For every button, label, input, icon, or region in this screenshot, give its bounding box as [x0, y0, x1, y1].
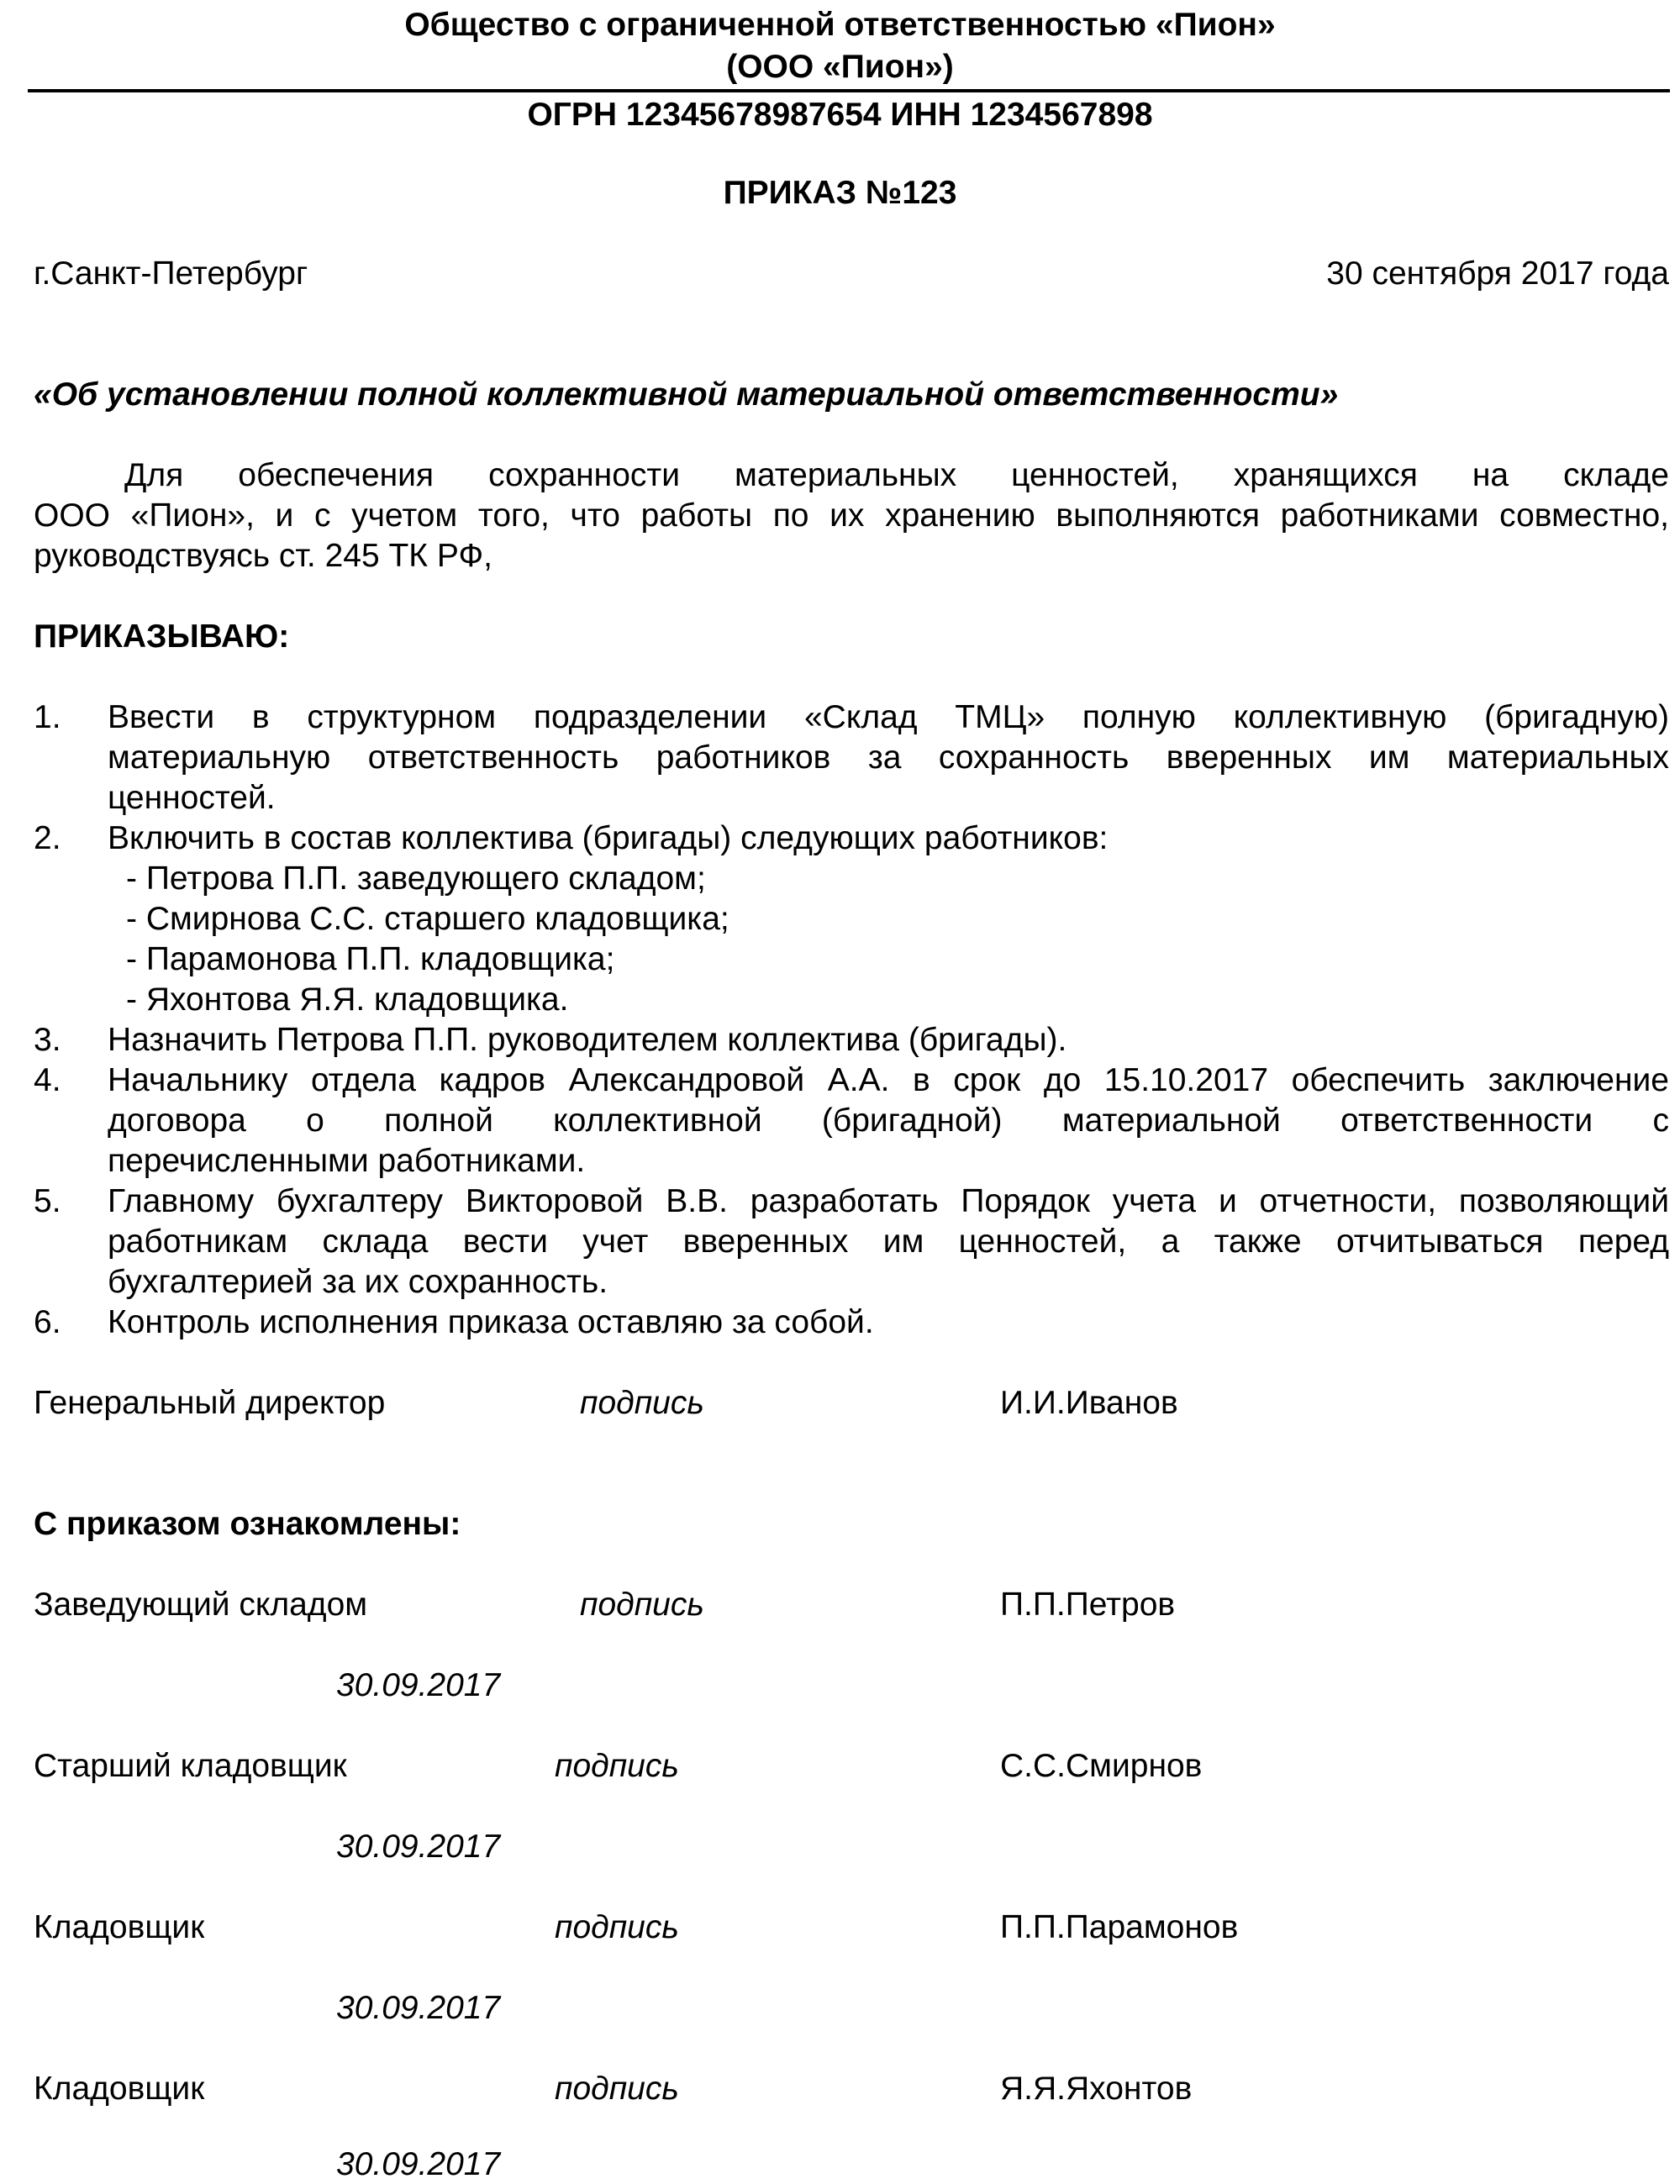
acquainted-signature: подпись — [580, 1587, 704, 1623]
item-text-line: Включить в состав коллектива (бригады) следующих работников: — [108, 820, 1109, 856]
header-divider — [28, 89, 1670, 92]
acquainted-name: П.П.Парамонов — [1000, 1909, 1239, 1945]
preamble-line: ООО «Пион», и с учетом того, что работы по их хранению выполняются работниками совместно, — [34, 497, 1669, 534]
order-date: 30 сентября 2017 года — [1326, 255, 1669, 292]
item-text-line: Главному бухгалтеру Викторовой В.В. разработать Порядок учета и отчетности, позволяющий — [108, 1183, 1669, 1219]
acquainted-position: Кладовщик — [34, 2071, 205, 2107]
acquainted-signature: подпись — [555, 1748, 679, 1784]
item-text-line: Начальнику отдела кадров Александровой А.А. в срок до 15.10.2017 обеспечить заключение — [108, 1062, 1669, 1098]
acquainted-name: Я.Я.Яхонтов — [1000, 2071, 1193, 2107]
item-text-line: Назначить Петрова П.П. руководителем коллектива (бригады). — [108, 1022, 1067, 1058]
order-city: г.Санкт-Петербург — [34, 255, 308, 292]
acquainted-signature: подпись — [555, 1909, 679, 1945]
order-word: ПРИКАЗЫВАЮ: — [34, 618, 290, 655]
acquainted-position: Старший кладовщик — [34, 1748, 347, 1784]
order-subject: «Об установлении полной коллективной материальной ответственности» — [34, 376, 1339, 413]
preamble-line: Для обеспечения сохранности материальных ценностей, хранящихся на складе — [124, 457, 1669, 493]
item-number: 6. — [34, 1304, 61, 1340]
org-registry-numbers: ОГРН 12345678987654 ИНН 1234567898 — [527, 97, 1153, 133]
acquainted-position: Заведующий складом — [34, 1587, 368, 1623]
preamble-line: руководствуясь ст. 245 ТК РФ, — [34, 538, 492, 574]
item-number: 2. — [34, 820, 61, 856]
org-short-name: (ООО «Пион») — [726, 49, 954, 85]
item-text-line: ценностей. — [108, 780, 276, 816]
item-text-line: перечисленными работниками. — [108, 1143, 586, 1179]
item-text-line: Контроль исполнения приказа оставляю за собой. — [108, 1304, 874, 1340]
acquainted-date: 30.09.2017 — [336, 1829, 501, 1865]
acquainted-title: С приказом ознакомлены: — [34, 1506, 461, 1542]
director-name: И.И.Иванов — [1000, 1385, 1178, 1421]
acquainted-name: П.П.Петров — [1000, 1587, 1176, 1623]
item-number: 3. — [34, 1022, 61, 1058]
item-number: 4. — [34, 1062, 61, 1098]
acquainted-date: 30.09.2017 — [336, 1667, 501, 1703]
employee-list-item: - Смирнова С.С. старшего кладовщика; — [126, 901, 729, 937]
item-number: 5. — [34, 1183, 61, 1219]
employee-list-item: - Яхонтова Я.Я. кладовщика. — [126, 981, 569, 1018]
acquainted-signature: подпись — [555, 2071, 679, 2107]
director-signature: подпись — [580, 1385, 704, 1421]
employee-list-item: - Парамонова П.П. кладовщика; — [126, 941, 615, 977]
order-title: ПРИКАЗ №123 — [723, 175, 957, 211]
acquainted-date: 30.09.2017 — [336, 2146, 501, 2182]
director-position: Генеральный директор — [34, 1385, 386, 1421]
item-number: 1. — [34, 699, 61, 735]
employee-list-item: - Петрова П.П. заведующего складом; — [126, 860, 706, 897]
acquainted-position: Кладовщик — [34, 1909, 205, 1945]
acquainted-date: 30.09.2017 — [336, 1990, 501, 2026]
item-text-line: работникам склада вести учет вверенных им ценностей, а также отчитываться перед — [108, 1224, 1669, 1260]
org-full-name: Общество с ограниченной ответственностью «Пион» — [404, 7, 1276, 43]
item-text-line: договора о полной коллективной (бригадной) материальной ответственности с — [108, 1103, 1669, 1139]
item-text-line: материальную ответственность работников за сохранность вверенных им материальных — [108, 739, 1669, 776]
item-text-line: бухгалтерией за их сохранность. — [108, 1264, 608, 1300]
item-text-line: Ввести в структурном подразделении «Склад ТМЦ» полную коллективную (бригадную) — [108, 699, 1669, 735]
acquainted-name: С.С.Смирнов — [1000, 1748, 1203, 1784]
